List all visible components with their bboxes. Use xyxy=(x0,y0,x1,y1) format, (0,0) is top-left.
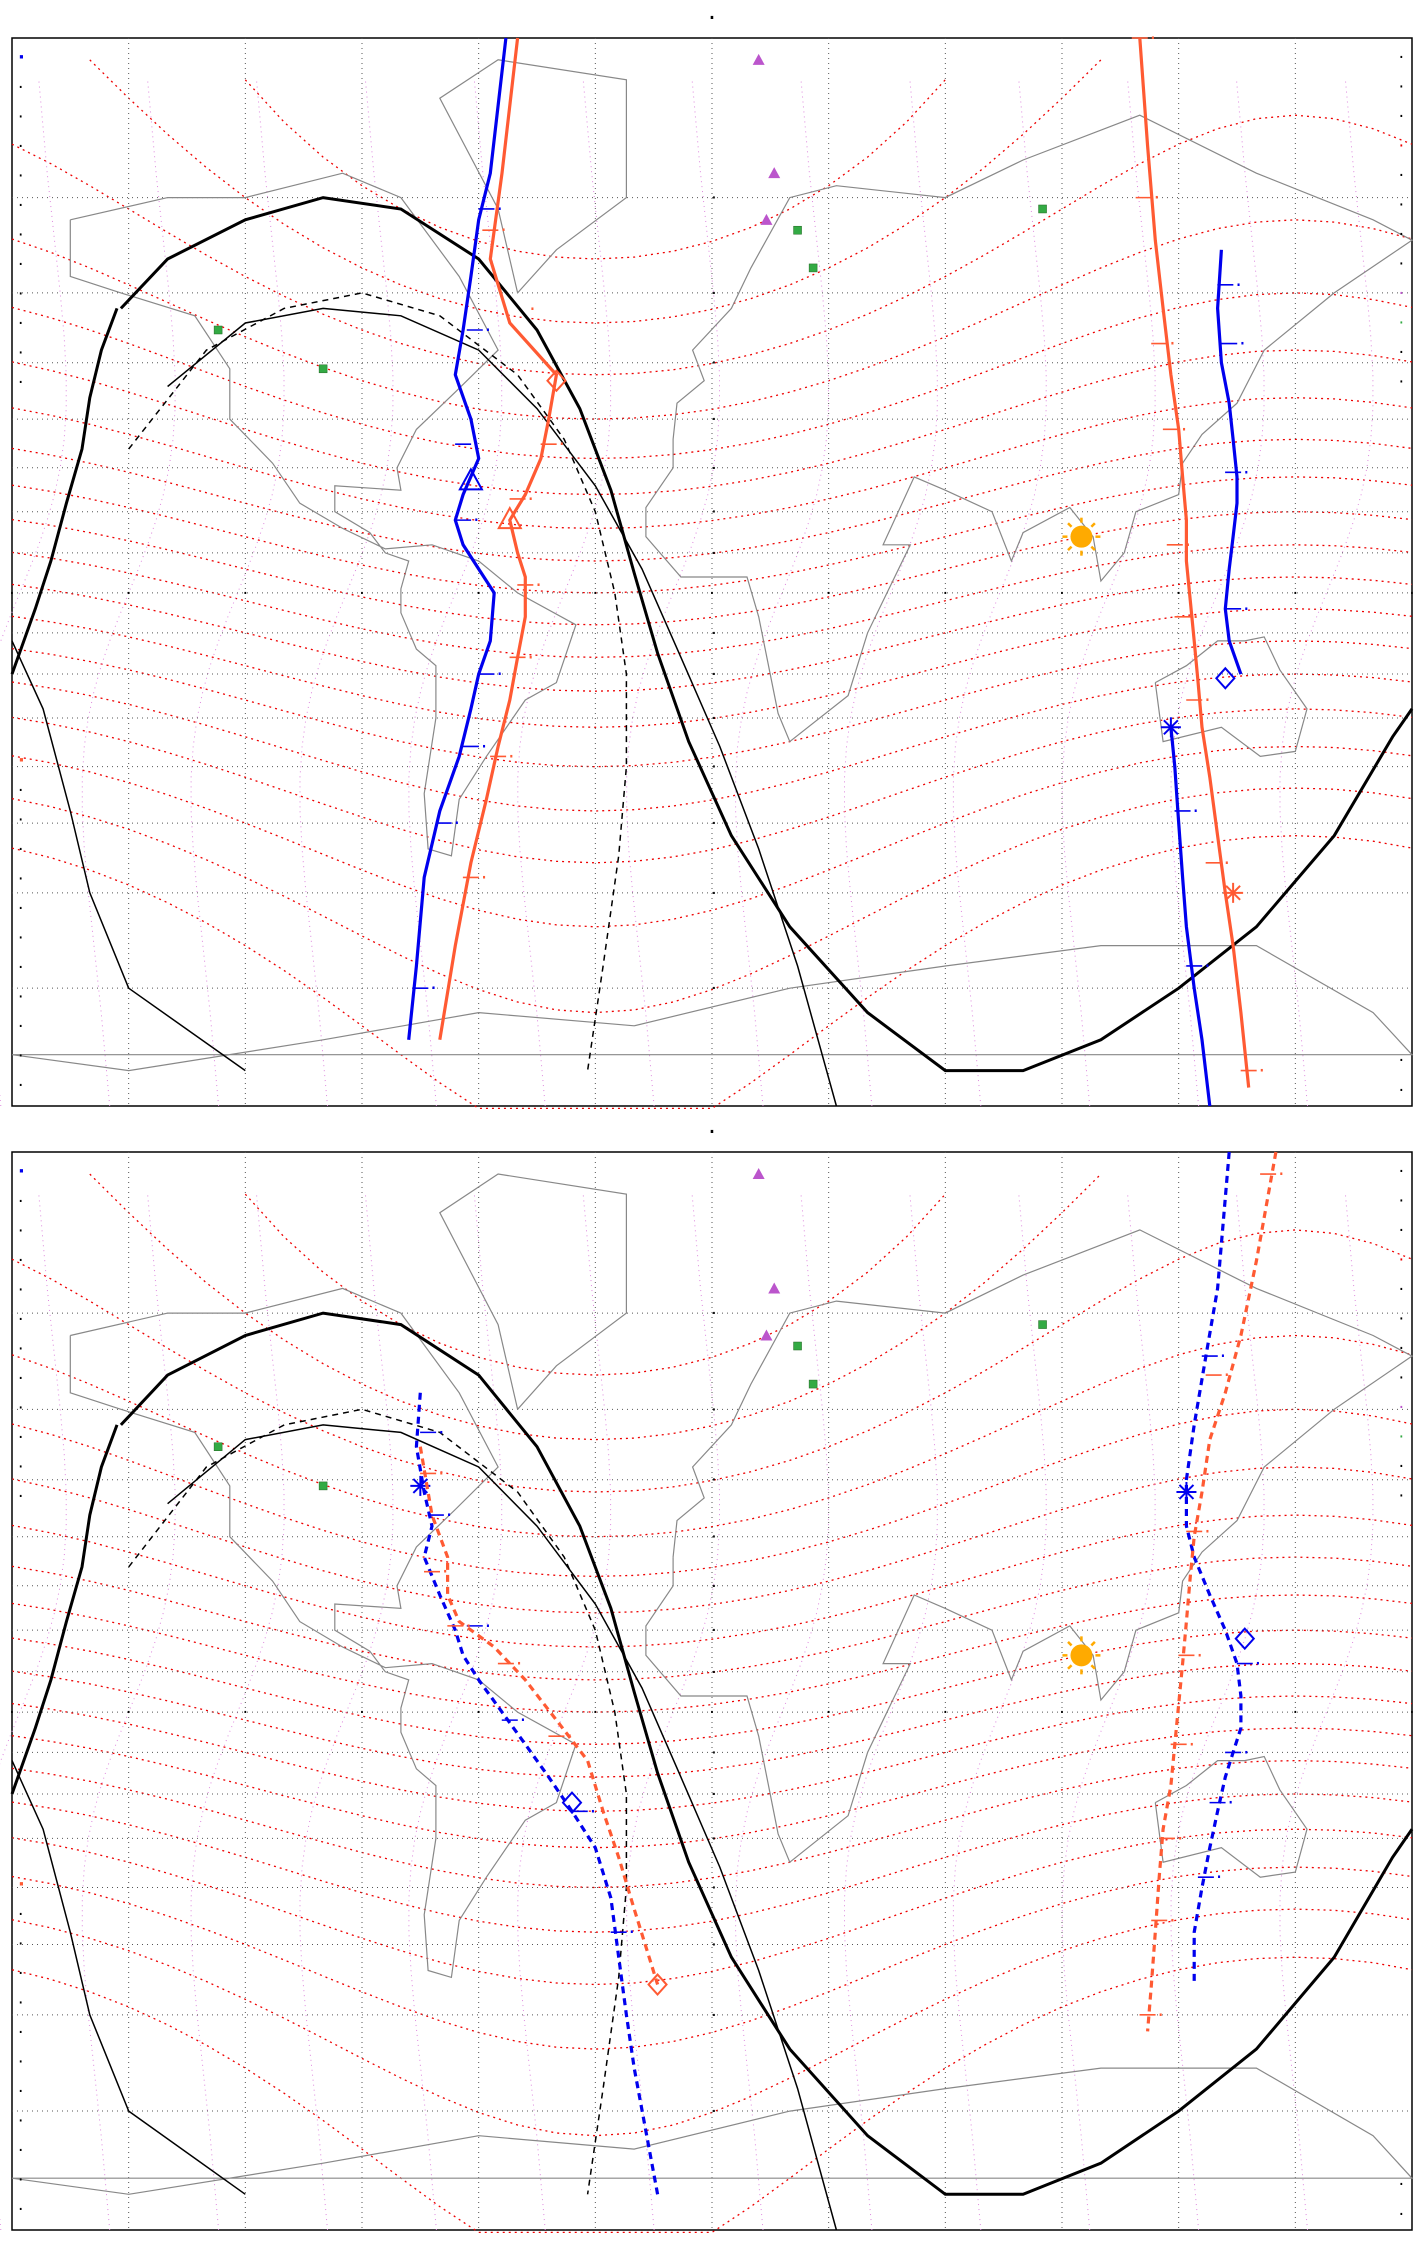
legend-entry: · xyxy=(1398,1398,1404,1418)
elfin-b-info-line: · xyxy=(18,2111,24,2132)
track_b-tick-label: · xyxy=(500,218,507,243)
lon-tick-label: · xyxy=(825,1703,832,1724)
track_a-tick-label: · xyxy=(519,1708,527,1733)
elfin-b-info-line: · xyxy=(18,2170,24,2191)
model-credit: · xyxy=(1398,2175,1404,2195)
lat-tick-label: · xyxy=(711,502,717,523)
track_a-tick-label: · xyxy=(496,662,503,687)
legend-entry: · xyxy=(1398,254,1404,275)
lon-tick-label: · xyxy=(1292,583,1299,604)
track_b2-tick-label: · xyxy=(1149,26,1157,50)
elfin-a-info-line: · xyxy=(18,78,24,98)
elfin-b-info-line: · xyxy=(18,2023,24,2043)
lat-tick-label: · xyxy=(711,1470,717,1491)
elfin-a-info-line: · xyxy=(18,284,24,305)
track_b-tick-label: · xyxy=(442,1559,449,1584)
lat-tick-label: · xyxy=(711,979,717,1000)
model-credit: · xyxy=(1398,1051,1404,1071)
lon-tick-label: · xyxy=(942,1703,949,1724)
track_b2-tick-label: · xyxy=(1177,1826,1184,1851)
elfin-a-info-line: · xyxy=(18,1487,24,1507)
lat-tick-label: · xyxy=(711,353,717,374)
elfin-b-info-line: · xyxy=(18,1905,24,1925)
track_b-tick-label: · xyxy=(480,865,488,890)
track_b2-tick-label: · xyxy=(1153,185,1161,210)
elfin-b-info-line: · xyxy=(18,2052,24,2073)
lat-tick-label: · xyxy=(711,757,717,778)
lat-tick-label: · xyxy=(711,1576,717,1597)
elfin-a-info-line: · xyxy=(18,107,24,128)
lat-tick-label: · xyxy=(711,1785,717,1806)
track_b-tick-label: · xyxy=(527,486,534,511)
legend-entry: · xyxy=(1398,195,1404,216)
lat-tick-label: · xyxy=(711,1662,717,1683)
track_a2-tick-label: · xyxy=(1239,331,1246,356)
elfin-a-info-line: · xyxy=(18,1280,24,1301)
track_b2-tick-label: · xyxy=(1188,1732,1196,1757)
created-timestamp: · xyxy=(1398,1081,1404,1101)
track_b-tick-label: · xyxy=(566,1724,573,1749)
lon-tick-label: · xyxy=(1059,1703,1065,1724)
track_b2-tick-label: · xyxy=(1196,1643,1203,1668)
legend-entry: · xyxy=(1398,1309,1404,1330)
vlf-square-marker xyxy=(1039,205,1047,213)
elfin-a-info-line: · xyxy=(18,1251,24,1271)
lat-tick-label: · xyxy=(711,883,717,904)
elfin-a-info-line: · xyxy=(18,343,24,364)
track_a-tick-label: · xyxy=(473,432,480,457)
lat-tick-label: · xyxy=(711,1621,717,1642)
track_b2-tick-label: · xyxy=(1192,604,1199,629)
created-timestamp: · xyxy=(1398,2205,1404,2225)
down-footprints-panel xyxy=(0,3,1415,1108)
lat-tick-label: · xyxy=(711,2005,717,2026)
legend-entry: · xyxy=(1398,77,1404,98)
lat-tick-label: · xyxy=(711,188,717,209)
elfin-a-info-line: · xyxy=(18,196,24,216)
lon-tick-label: · xyxy=(9,583,15,604)
legend-entry: · xyxy=(1398,107,1404,127)
elfin-a-info-line: · xyxy=(18,255,24,275)
vlf-square-marker xyxy=(319,365,327,373)
track_a-tick-label: · xyxy=(430,976,437,1001)
legend-entry: · xyxy=(1398,166,1404,186)
legend-entry: · xyxy=(1398,225,1404,245)
track_a-tick-label: · xyxy=(496,196,503,221)
legend-entry: · xyxy=(1398,1162,1404,1182)
legend-entry: · xyxy=(1398,1339,1404,1359)
elfin-b-info-line: · xyxy=(18,1964,24,1984)
elfin-b-info-line: · xyxy=(18,869,24,890)
track_a-tick-label: · xyxy=(628,1920,636,1945)
elfin-a-info-line: · xyxy=(18,1310,24,1330)
elfin-b-info-line: · xyxy=(18,1046,24,1067)
elfin-a-info-line: · xyxy=(18,1339,24,1360)
lat-tick-label: · xyxy=(711,410,717,431)
track_b2-tick-label: · xyxy=(1204,687,1211,712)
track_a-tick-label: · xyxy=(445,1503,453,1528)
track_b-tick-label: · xyxy=(535,572,542,597)
elfin-b-info-line: · xyxy=(18,899,24,919)
elfin-a-info-line: · xyxy=(18,1398,24,1419)
track_b2-tick-label: · xyxy=(1204,1519,1211,1544)
elfin-b-info-line: · xyxy=(18,958,24,978)
elfin-a-info-line: · xyxy=(18,166,24,187)
track_b-tick-label: · xyxy=(515,1651,523,1676)
elfin-a-label: · xyxy=(18,1161,25,1182)
panel-title: · xyxy=(708,1117,716,1146)
legend-entry: · xyxy=(1398,1280,1404,1300)
lat-tick-label: · xyxy=(711,1829,717,1850)
legend-entry: · xyxy=(1398,1427,1404,1448)
vlf-square-marker xyxy=(214,1443,222,1451)
legend-entry: · xyxy=(1398,136,1404,157)
lon-tick-label: · xyxy=(242,583,249,604)
track_b-tick-label: · xyxy=(558,432,566,457)
legend-entry: · xyxy=(1398,343,1404,363)
track_a2-tick-label: · xyxy=(1243,596,1250,621)
track_b-tick-label: · xyxy=(527,645,534,670)
elfin-b-info-line: · xyxy=(18,2082,24,2102)
sun-disc xyxy=(1070,526,1092,548)
elfin-b-info-line: · xyxy=(18,987,24,1008)
elfin-a-info-line: · xyxy=(18,314,24,334)
lon-tick-label: · xyxy=(825,583,832,604)
lat-tick-label: · xyxy=(711,1400,717,1421)
lat-tick-label: · xyxy=(711,814,717,835)
track_a2-tick-label: · xyxy=(1227,1790,1234,1815)
track_b2-tick-label: · xyxy=(1180,417,1188,442)
end-asterisk-marker xyxy=(1176,1482,1196,1502)
legend-entry: · xyxy=(1398,1368,1404,1389)
elfin-a-label: · xyxy=(18,47,25,68)
lon-tick-label: · xyxy=(125,1703,132,1724)
elfin-a-info-line: · xyxy=(18,137,24,157)
track_b2-tick-label: · xyxy=(1184,532,1192,557)
vlf-square-marker xyxy=(214,326,222,334)
track_b2-tick-label: · xyxy=(1223,1363,1231,1388)
elfin-a-info-line: · xyxy=(18,1192,24,1212)
elfin-b-info-line: · xyxy=(18,1076,24,1096)
track_b-tick-label: · xyxy=(465,1613,472,1638)
conjugate-footprints-panel xyxy=(0,1117,1415,2232)
elfin-b-info-line: · xyxy=(18,1934,24,1955)
lat-tick-label: · xyxy=(711,283,717,304)
lon-tick-label: · xyxy=(1292,1703,1299,1724)
legend-entry: · xyxy=(1398,313,1404,334)
lat-tick-label: · xyxy=(711,458,717,479)
elfin-a-info-line: · xyxy=(18,1457,24,1478)
elfin-a-info-line: · xyxy=(18,1369,24,1389)
lon-tick-label: · xyxy=(1409,583,1415,604)
track_b2-tick-label: · xyxy=(1278,1162,1285,1187)
lon-tick-label: · xyxy=(1175,583,1182,604)
track_b2-tick-label: · xyxy=(1258,1058,1266,1083)
legend-entry: · xyxy=(1398,1486,1404,1507)
elfin-a-info-line: · xyxy=(18,373,24,393)
mag-lat-label: · xyxy=(529,296,536,321)
lon-tick-label: · xyxy=(709,583,715,604)
lon-tick-label: · xyxy=(475,1703,482,1724)
lon-tick-label: · xyxy=(9,1703,15,1724)
lon-tick-label: · xyxy=(359,583,365,604)
track_a2-tick-label: · xyxy=(1215,1865,1223,1890)
lon-tick-label: · xyxy=(125,583,132,604)
track_b2-tick-label: · xyxy=(1169,1908,1176,1933)
vlf-square-marker xyxy=(1039,1321,1047,1329)
track_a-tick-label: · xyxy=(438,1420,445,1445)
elfin-a-info-line: · xyxy=(18,1221,24,1242)
lat-tick-label: · xyxy=(711,2102,717,2123)
legend-entry: · xyxy=(1398,284,1404,304)
vlf-square-marker xyxy=(319,1482,327,1490)
end-asterisk-marker xyxy=(1223,883,1243,903)
track_b-tick-label: · xyxy=(438,1461,445,1486)
lat-tick-label: · xyxy=(711,1304,717,1325)
legend-entry: · xyxy=(1398,1457,1404,1477)
track_a-tick-label: · xyxy=(453,811,461,836)
lat-tick-label: · xyxy=(711,1878,717,1899)
legend-entry: · xyxy=(1398,372,1404,393)
elfin-b-info-line: · xyxy=(18,810,24,831)
track_a-tick-label: · xyxy=(589,1799,597,1824)
elfin-b-info-line: · xyxy=(18,1993,24,2014)
elfin-a-info-line: · xyxy=(18,1428,24,1448)
lat-tick-label: · xyxy=(711,1743,717,1764)
elfin-b-info-line: · xyxy=(18,2141,24,2161)
vlf-square-marker xyxy=(809,264,817,272)
lat-tick-label: · xyxy=(711,665,717,686)
vlf-square-marker xyxy=(809,1380,817,1388)
elfin-b-label: · xyxy=(18,750,25,771)
lat-tick-label: · xyxy=(711,1935,717,1956)
lat-tick-label: · xyxy=(711,1527,717,1548)
sun-disc xyxy=(1070,1644,1092,1666)
lon-tick-label: · xyxy=(1059,583,1065,604)
lon-tick-label: · xyxy=(592,583,599,604)
panel-title: · xyxy=(708,3,716,32)
vlf-square-marker xyxy=(794,1342,802,1350)
elfin-a-info-line: · xyxy=(18,225,24,246)
track_a2-tick-label: · xyxy=(1204,953,1211,978)
track_a2-tick-label: · xyxy=(1235,272,1242,297)
track_a-tick-label: · xyxy=(473,508,480,533)
lat-tick-label: · xyxy=(711,543,717,564)
track_a2-tick-label: · xyxy=(1192,798,1199,823)
track_a2-tick-label: · xyxy=(1219,1344,1227,1369)
track_a-tick-label: · xyxy=(480,734,488,759)
elfin-b-info-line: · xyxy=(18,928,24,949)
lat-tick-label: · xyxy=(711,709,717,730)
track_b2-tick-label: · xyxy=(1223,850,1231,875)
legend-entry: · xyxy=(1398,1191,1404,1212)
track_b2-tick-label: · xyxy=(1157,2002,1164,2027)
lon-tick-label: · xyxy=(242,1703,249,1724)
lon-tick-label: · xyxy=(709,1703,715,1724)
track_a2-tick-label: · xyxy=(1243,460,1250,485)
legend-entry: · xyxy=(1398,1221,1404,1241)
track_a2-tick-label: · xyxy=(1243,1740,1250,1765)
lon-tick-label: · xyxy=(592,1703,599,1724)
legend-entry: · xyxy=(1398,1250,1404,1271)
elfin-b-info-line: · xyxy=(18,1017,24,1037)
track_a-tick-label: · xyxy=(484,1613,492,1638)
track_b2-tick-label: · xyxy=(1169,331,1176,356)
lon-tick-label: · xyxy=(359,1703,365,1724)
lon-tick-label: · xyxy=(1409,1703,1415,1724)
lon-tick-label: · xyxy=(1175,1703,1182,1724)
track_a-tick-label: · xyxy=(484,317,492,342)
legend-entry: · xyxy=(1398,48,1404,68)
track_a2-tick-label: · xyxy=(1254,1651,1262,1676)
elfin-b-info-line: · xyxy=(18,840,24,860)
elfin-b-info-line: · xyxy=(18,2200,24,2220)
lon-tick-label: · xyxy=(942,583,949,604)
lat-tick-label: · xyxy=(711,623,717,644)
vlf-square-marker xyxy=(794,226,802,234)
elfin-b-label: · xyxy=(18,1874,25,1895)
track_b-tick-label: · xyxy=(508,744,515,769)
lon-tick-label: · xyxy=(475,583,482,604)
elfin-b-info-line: · xyxy=(18,781,24,801)
